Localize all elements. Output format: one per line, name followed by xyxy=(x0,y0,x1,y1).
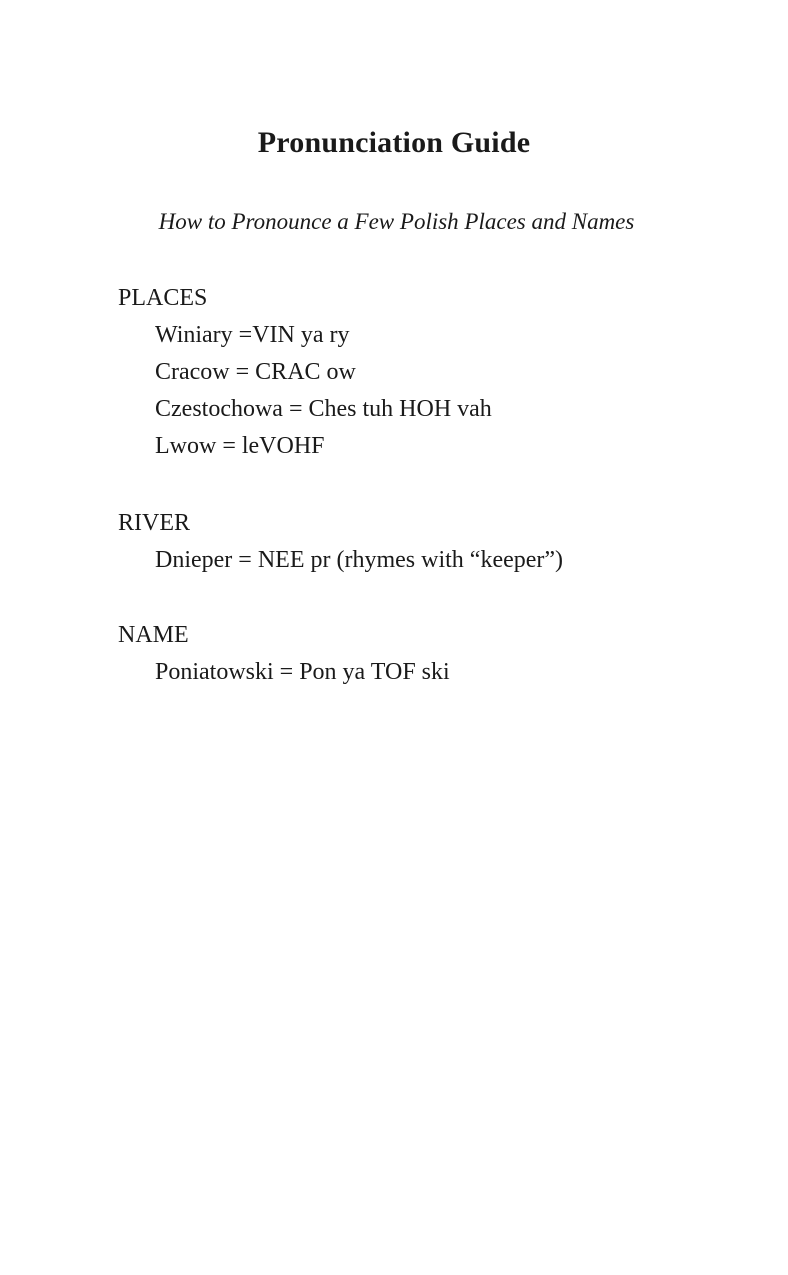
pronunciation-entry: Cracow = CRAC ow xyxy=(155,359,356,385)
pronunciation-entry: Winiary =VIN ya ry xyxy=(155,322,350,348)
section-heading: PLACES xyxy=(118,285,208,311)
pronunciation-entry: Czestochowa = Ches tuh HOH vah xyxy=(155,396,492,422)
pronunciation-entry: Poniatowski = Pon ya TOF ski xyxy=(155,659,450,685)
section-heading: NAME xyxy=(118,622,189,648)
section-places xyxy=(118,280,492,465)
page-title: Pronunciation Guide xyxy=(257,126,531,159)
section-river xyxy=(118,505,563,579)
page-subtitle: How to Pronounce a Few Polish Places and Names xyxy=(158,209,635,234)
section-name xyxy=(118,617,450,691)
section-heading: RIVER xyxy=(118,510,190,536)
pronunciation-entry: Dnieper = NEE pr (rhymes with “keeper”) xyxy=(155,547,564,573)
pronunciation-entry: Lwow = leVOHF xyxy=(155,433,325,459)
